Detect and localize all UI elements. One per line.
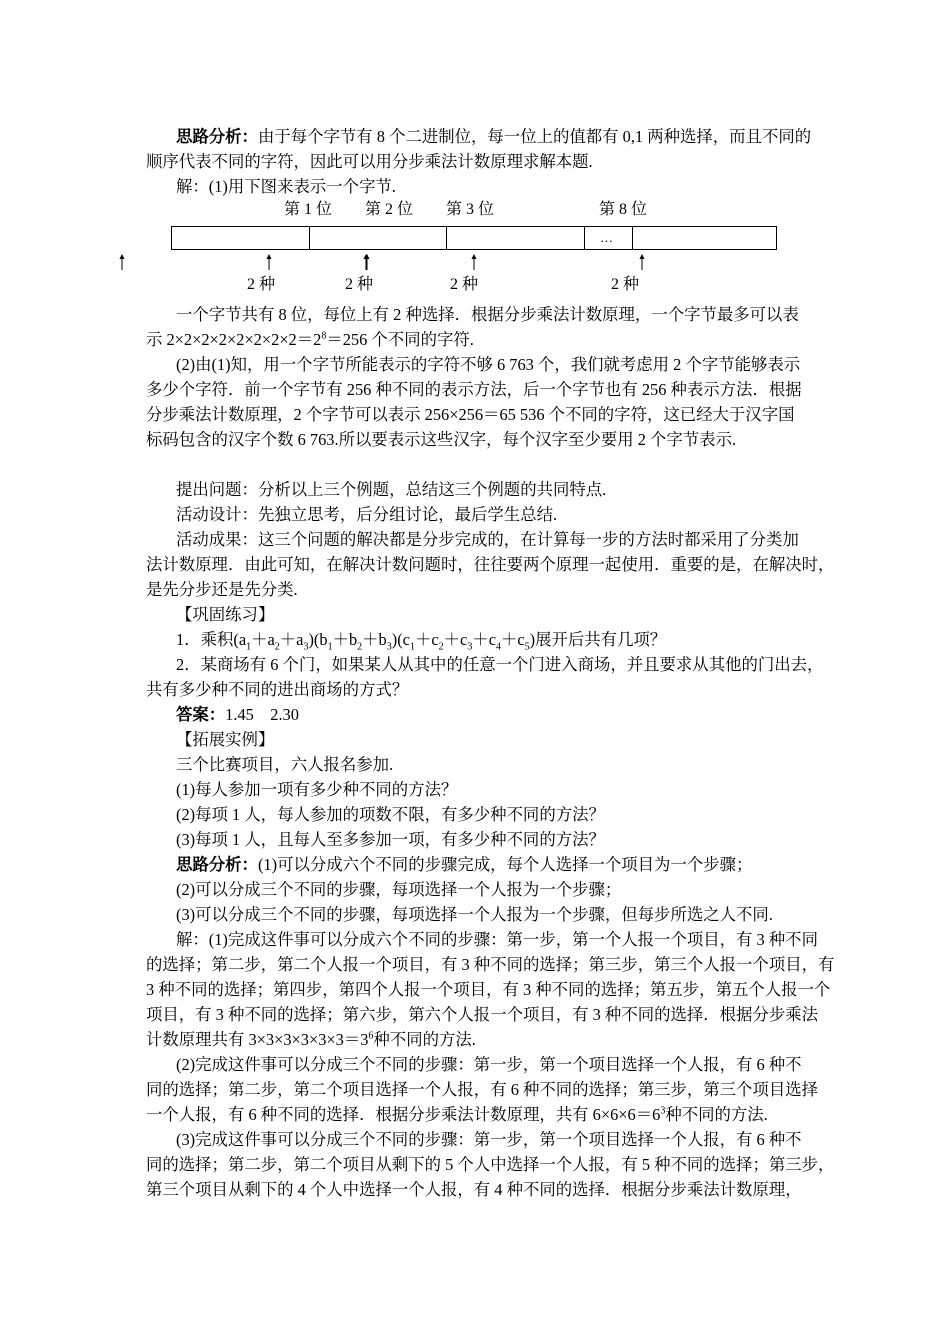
practice-answer <box>176 702 836 727</box>
up-arrow-icon <box>362 254 372 270</box>
choice-label: 2 种 <box>345 276 374 293</box>
activity-question: 提出问题：分析以上三个例题，总结这三个例题的共同特点. <box>176 480 607 499</box>
choice-label: 2 种 <box>247 276 276 293</box>
sol1-last-line <box>146 1027 806 1052</box>
q1-text: ＋c <box>500 630 525 649</box>
sol1-line: 解：(1)完成这件事可以分成六个不同的步骤：第一步，第一个人报一个项目，有 3 种不同 <box>176 930 818 949</box>
up-arrow-icon <box>264 254 274 270</box>
subscript: 3 <box>386 641 392 653</box>
analysis-line-1 <box>176 124 836 149</box>
exponent: 6 <box>368 1030 374 1042</box>
ellipsis: … <box>600 230 613 245</box>
cell-divider <box>632 227 633 249</box>
extension-q2: (2)每项 1 人，每人参加的项数不限，有多少种不同的方法？ <box>176 805 605 824</box>
answer-text: 1.45 2.30 <box>225 705 299 724</box>
subscript: 5 <box>524 641 530 653</box>
q1-text: )(c <box>391 630 410 649</box>
subscript: 3 <box>303 641 309 653</box>
bit-label: 第 2 位 <box>365 201 414 218</box>
activity-result-line: 法计数原理．由此可知，在解决计数问题时，往往要两个原理一起使用．重要的是，在解决时， <box>146 555 835 574</box>
sol3-line: 第三个项目从剩下的 4 个人中选择一个人报，有 4 种不同的选择．根据分步乘法计数原理， <box>146 1180 802 1199</box>
practice-q2-line: 共有多少种不同的进出商场的方式？ <box>146 680 409 699</box>
extension-analysis-3: (3)可以分成三个不同的步骤，每项选择一个人报为一个步骤，但每步所选之人不同. <box>176 905 773 924</box>
sol2-line: (2)完成这件事可以分成三个不同的步骤：第一步，第一个项目选择一个人报，有 6 种不 <box>176 1055 802 1074</box>
solution-intro: 解：(1)用下图来表示一个字节. <box>176 177 396 196</box>
subscript: 3 <box>467 641 473 653</box>
extension-intro: 三个比赛项目，六人报名参加. <box>176 755 394 774</box>
activity-design: 活动设计：先独立思考，后分组讨论，最后学生总结. <box>176 505 558 524</box>
sol1-line: 3 种不同的选择；第四步，第四个人报一个项目，有 3 种不同的选择；第五步，第五个人报一个 <box>146 980 831 999</box>
practice-heading: 【巩固练习】 <box>176 605 275 624</box>
q1-text: ＋b <box>362 630 387 649</box>
part1-line-2 <box>146 327 806 352</box>
part1-text: 示 2×2×2×2×2×2×2×2＝2 <box>146 330 322 349</box>
extension-heading: 【拓展实例】 <box>176 730 275 749</box>
sol2-text: 种不同的方法. <box>665 1105 768 1124</box>
choice-label: 2 种 <box>450 276 479 293</box>
analysis-line-2: 顺序代表不同的字符，因此可以用分步乘法计数原理求解本题. <box>146 152 593 171</box>
q1-text: ＋c <box>414 630 439 649</box>
extension-q1: (1)每人参加一项有多少种不同的方法？ <box>176 780 458 799</box>
byte-diagram <box>146 198 806 298</box>
subscript: 2 <box>274 641 280 653</box>
practice-q1 <box>176 627 836 652</box>
part2-line: 分步乘法计数原理，2 个字节可以表示 256×256＝65 536 个不同的字符，这已经大于汉字国 <box>146 405 795 424</box>
sol1-line: 的选择；第二步，第二个人报一个项目，有 3 种不同的选择；第三步，第三个人报一个项目，有 <box>146 955 835 974</box>
part2-line: 标码包含的汉字个数 6 763.所以要表示这些汉字，每个汉字至少要用 2 个字节表示. <box>146 430 737 449</box>
subscript: 1 <box>327 641 333 653</box>
bit-label: 第 3 位 <box>446 201 495 218</box>
q1-text: ＋c <box>443 630 468 649</box>
subscript: 1 <box>246 641 252 653</box>
exponent: 3 <box>660 1105 666 1117</box>
q1-text: )展开后共有几项？ <box>529 630 667 649</box>
up-arrow-icon <box>469 254 479 270</box>
part2-line: (2)由(1)知，用一个字节所能表示的字符不够 6 763 个，我们就考虑用 2 个字节能够表示 <box>176 355 801 374</box>
sol1-text: 计数原理共有 3×3×3×3×3×3＝3 <box>146 1030 369 1049</box>
q1-text: ＋c <box>472 630 496 649</box>
subscript: 4 <box>495 641 501 653</box>
cell-divider <box>584 227 585 249</box>
practice-q2-line: 2．某商场有 6 个门，如果某人从其中的任意一个门进入商场，并且要求从其他的门出去， <box>176 655 824 674</box>
choice-label: 2 种 <box>611 276 640 293</box>
byte-box <box>171 226 777 250</box>
sol2-line: 同的选择；第二步，第二个项目选择一个人报，有 6 种不同的选择；第三步，第三个项目选择 <box>146 1080 819 1099</box>
bit-label: 第 1 位 <box>284 201 333 218</box>
part1-text: ＝256 个不同的字符. <box>326 330 474 349</box>
part1-line-1: 一个字节共有 8 位，每位上有 2 种选择．根据分步乘法计数原理，一个字节最多可以表 <box>176 305 799 324</box>
sol3-line: (3)完成这件事可以分成三个不同的步骤：第一步，第一个项目选择一个人报，有 6 种不 <box>176 1130 802 1149</box>
cell-divider <box>309 227 310 249</box>
q1-text: ＋b <box>332 630 358 649</box>
subscript: 1 <box>409 641 415 653</box>
subscript: 2 <box>438 641 444 653</box>
up-arrow-icon <box>117 254 127 270</box>
extension-analysis-1 <box>176 852 836 877</box>
q1-text: ＋a <box>279 630 304 649</box>
sol2-text: 一个人报，有 6 种不同的选择．根据分步乘法计数原理，共有 6×6×6＝6 <box>146 1105 661 1124</box>
extension-q3: (3)每项 1 人，且每人至多参加一项，有多少种不同的方法？ <box>176 830 605 849</box>
answer-label: 答案： <box>176 705 226 724</box>
activity-result-line: 活动成果：这三个问题的解决都是分步完成的，在计算每一步的方法时都采用了分类加 <box>176 530 799 549</box>
q1-text: )(b <box>308 630 328 649</box>
part2-line: 多少个字符．前一个字节有 256 种不同的表示方法，后一个字节也有 256 种表示方法．根据 <box>146 380 802 399</box>
extension-analysis-2: (2)可以分成三个不同的步骤，每项选择一个人报为一个步骤； <box>176 880 622 899</box>
cell-divider <box>446 227 447 249</box>
analysis-text: (1)可以分成六个不同的步骤完成，每个人选择一个项目为一个步骤； <box>257 855 753 874</box>
sol1-line: 项目，有 3 种不同的选择；第六步，第六个人报一个项目，有 3 种不同的选择．根据分步乘法 <box>146 1005 819 1024</box>
analysis-label: 思路分析： <box>176 127 258 146</box>
activity-result-line: 是先分步还是先分类. <box>146 580 298 599</box>
sol1-text: 种不同的方法. <box>373 1030 476 1049</box>
exponent: 8 <box>321 330 327 342</box>
sol3-line: 同的选择；第二步，第二个项目从剩下的 5 个人中选择一个人报，有 5 种不同的选择；第三步， <box>146 1155 835 1174</box>
up-arrow-icon <box>637 254 647 270</box>
sol2-last-line <box>146 1102 806 1127</box>
q1-text: 1．乘积(a <box>176 630 247 649</box>
q1-text: ＋a <box>251 630 275 649</box>
analysis-label: 思路分析： <box>176 855 258 874</box>
bit-label: 第 8 位 <box>599 201 648 218</box>
subscript: 2 <box>357 641 363 653</box>
analysis-text: 由于每个字节有 8 个二进制位，每一位上的值都有 0,1 两种选择，而且不同的 <box>257 127 812 146</box>
